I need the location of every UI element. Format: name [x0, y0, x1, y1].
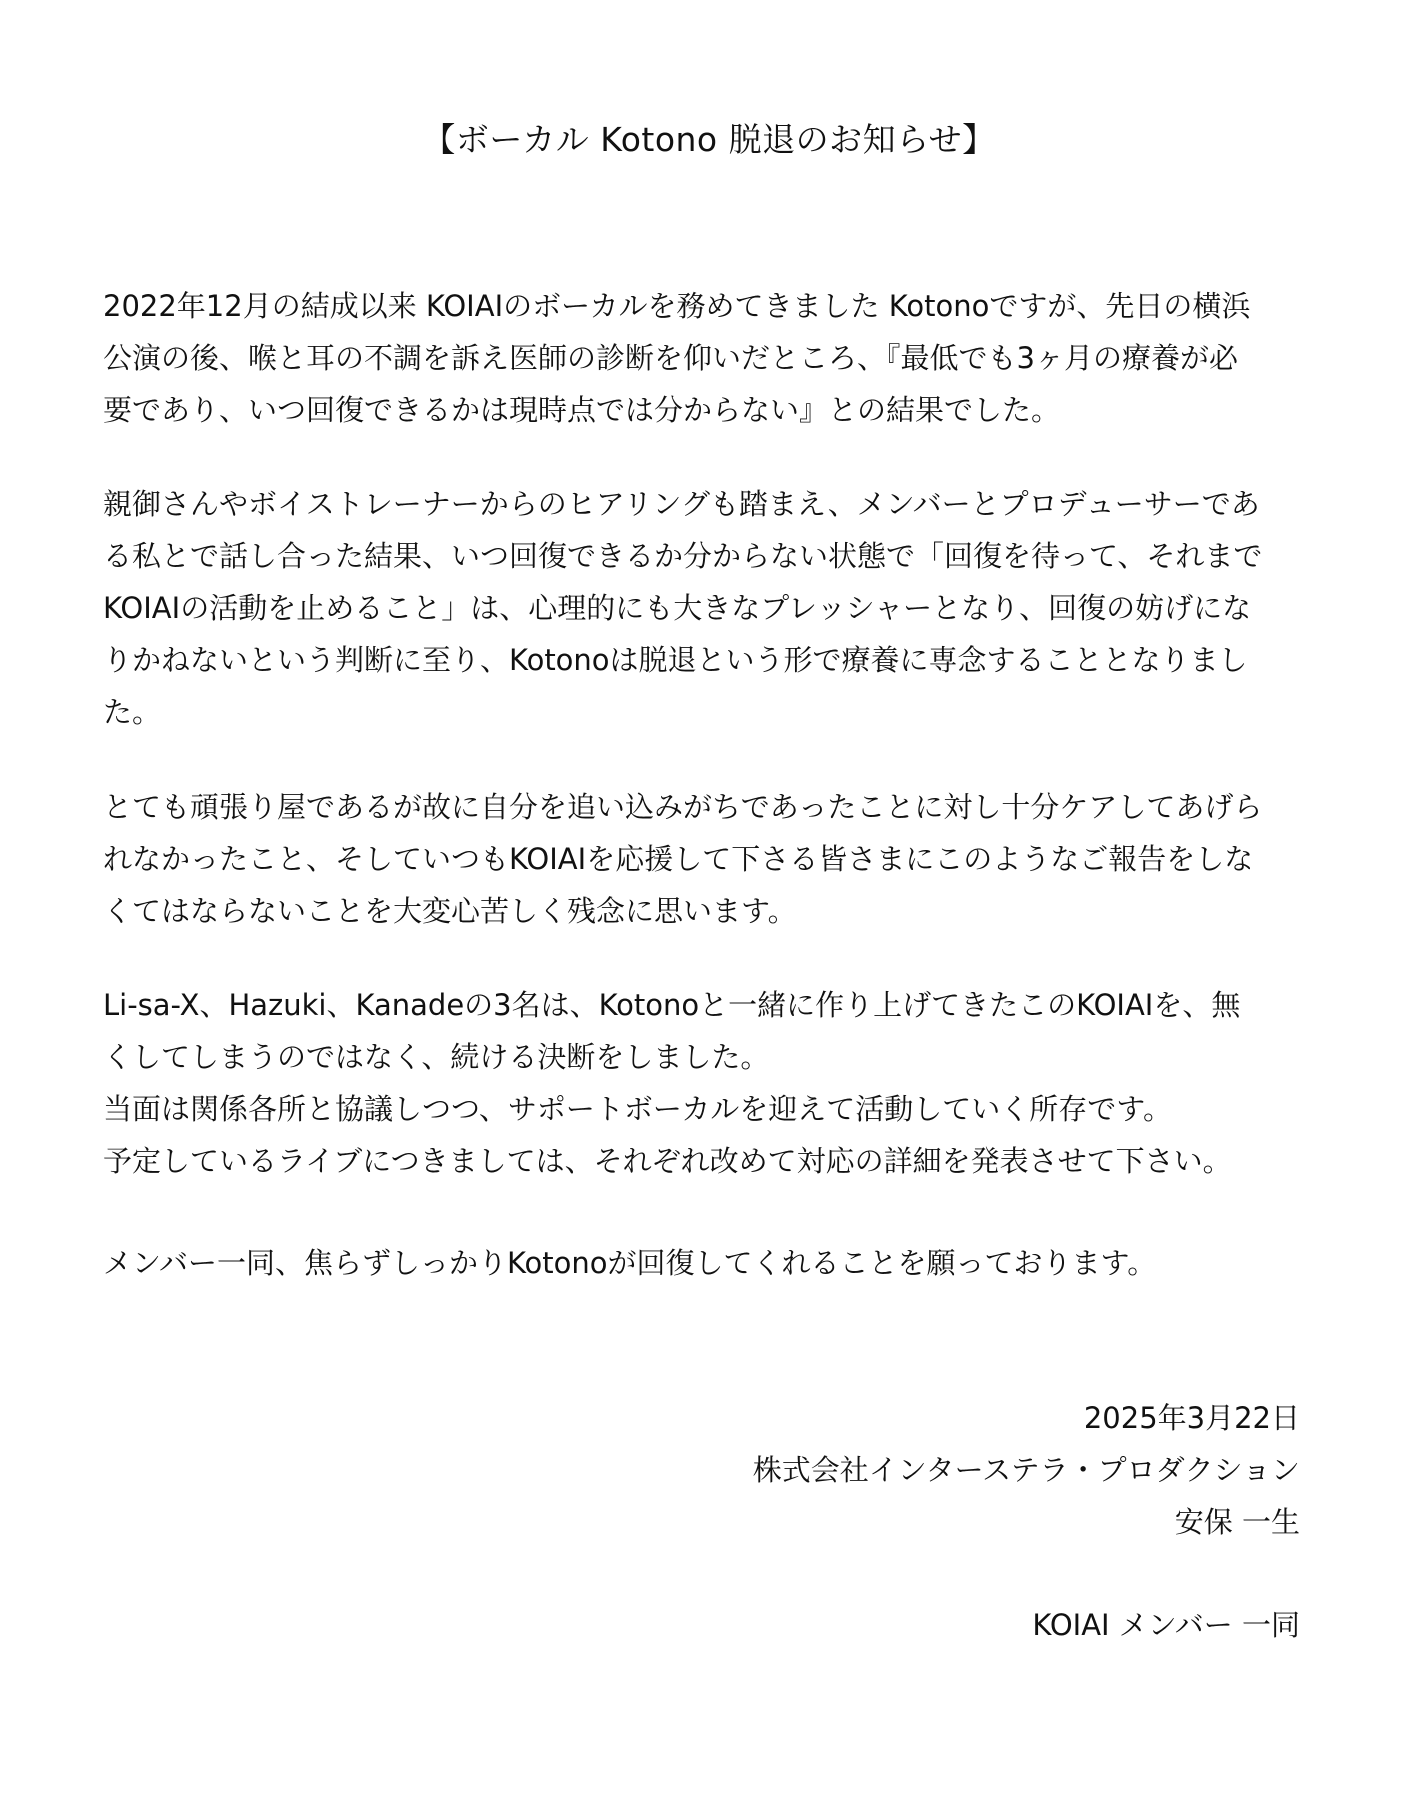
paragraph-line: Li-sa-X、Hazuki、Kanadeの3名は、Kotonoと一緒に作り上げてきたこのKOIAIを、無	[103, 988, 1241, 1022]
paragraph-diagnosis	[103, 280, 1303, 436]
paragraph-apology	[103, 781, 1303, 937]
paragraph-line: りかねないという判断に至り、Kotonoは脱退という形で療養に専念することとなりまし	[103, 643, 1248, 677]
paragraph-line: 予定しているライブにつきましては、それぞれ改めて対応の詳細を発表させて下さい。	[103, 1144, 1232, 1178]
paragraph-line: 要であり、いつ回復できるかは現時点では分からない』との結果でした。	[103, 393, 1061, 427]
paragraph-line: 親御さんやボイストレーナーからのヒアリングも踏まえ、メンバーとプロデューサーであ	[103, 487, 1260, 521]
signature-members: KOIAI メンバー 一同	[1032, 1608, 1300, 1642]
paragraph-decision	[103, 478, 1303, 738]
paragraph-line: メンバー一同、焦らずしっかりKotonoが回復してくれることを願っております。	[103, 1246, 1157, 1280]
paragraph-line: とても頑張り屋であるが故に自分を追い込みがちであったことに対し十分ケアしてあげら	[103, 790, 1263, 824]
paragraph-line: 当面は関係各所と協議しつつ、サポートボーカルを迎えて活動していく所存です。	[103, 1092, 1172, 1126]
paragraph-line: くしてしまうのではなく、続ける決断をしました。	[103, 1040, 770, 1074]
page-title: 【ボーカル Kotono 脱退のお知らせ】	[422, 120, 996, 159]
paragraph-line: る私とで話し合った結果、いつ回復できるか分からない状態で「回復を待って、それまで	[103, 539, 1263, 573]
paragraph-line: 2022年12月の結成以来 KOIAIのボーカルを務めてきました Kotonoですが、先日の横浜	[103, 289, 1251, 323]
paragraph-line: れなかったこと、そしていつもKOIAIを応援して下さる皆さまにこのようなご報告をしな	[103, 842, 1254, 876]
paragraph-line: 公演の後、喉と耳の不調を訴え医師の診断を仰いだところ、『最低でも3ヶ月の療養が必	[103, 341, 1238, 375]
signature-date: 2025年3月22日	[1083, 1401, 1300, 1435]
signature-person: 安保 一生	[1174, 1505, 1300, 1539]
paragraph-line: くてはならないことを大変心苦しく残念に思います。	[103, 894, 797, 928]
signature-company: 株式会社インターステラ・プロダクション	[752, 1453, 1300, 1487]
paragraph-continuation	[103, 979, 1303, 1187]
paragraph-line: KOIAIの活動を止めること」は、心理的にも大きなプレッシャーとなり、回復の妨げにな	[103, 591, 1252, 625]
paragraph-closing	[103, 1237, 1303, 1289]
paragraph-line: た。	[103, 695, 162, 729]
